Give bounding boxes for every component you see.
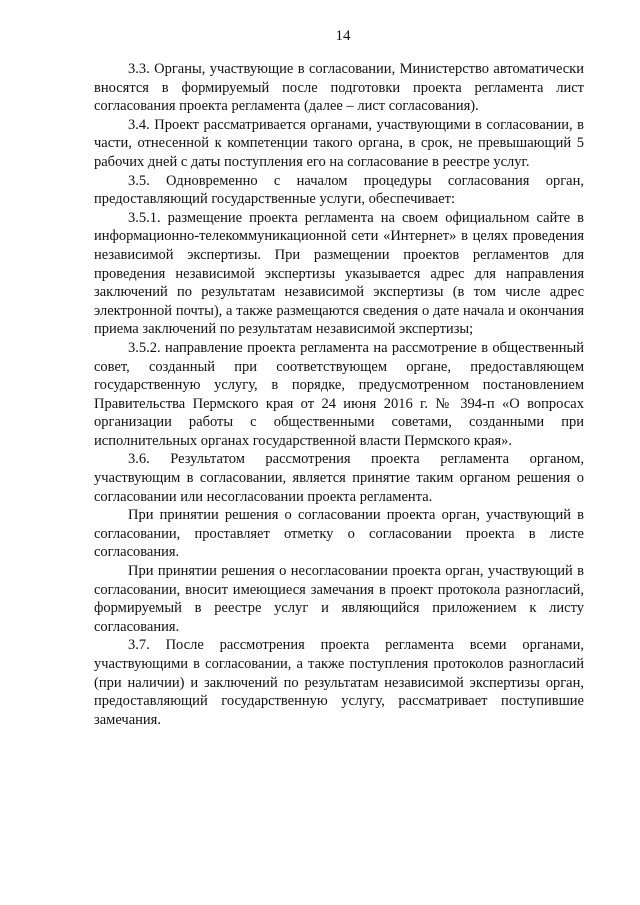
document-body — [94, 60, 584, 729]
paragraph-3-3: 3.3. Органы, участвующие в согласовании, Министерство автоматически вносятся в формируемый после подготовки проекта регламента лист согласования проекта регламента (далее – лист согласования). — [94, 61, 584, 115]
paragraph-disapproval: При принятии решения о несогласовании проекта орган, участвующий в согласовании, вносит имеющиеся замечания в проект протокола разногласий, формируемый в реестре услуг и являющийся приложением к листу согласования. — [94, 563, 584, 635]
page-number: 14 — [335, 28, 351, 44]
paragraph-3-4: 3.4. Проект рассматривается органами, участвующими в согласовании, в части, отнесенной к компетенции такого органа, в срок, не превышающий 5 рабочих дней с даты поступления его на согласование в реестре услуг. — [94, 116, 584, 170]
paragraph-3-5-1: 3.5.1. размещение проекта регламента на своем официальном сайте в информационно-телекоммуникационной сети «Интернет» в целях проведения независимой экспертизы. При размещении проектов регламентов для проведения независимой экспертизы указывается адрес для направления заключений по результатам независимой экспертизы (в том числе адрес электронной почты), а также размещаются сведения о дате начала и окончания приема заключений по результатам независимой экспертизы; — [94, 209, 584, 338]
paragraph-3-5-2: 3.5.2. направление проекта регламента на рассмотрение в общественный совет, созданный при соответствующем органе, предоставляющем государственную услугу, в порядке, предусмотренном постановлением Правительства Пермского края от 24 июня 2016 г. № 394-п «О вопросах организации работы с общественными советами, созданными при исполнительных органах государственной власти Пермского края». — [94, 339, 584, 449]
paragraph-approval: При принятии решения о согласовании проекта орган, участвующий в согласовании, проставляет отметку о согласовании проекта в листе согласования. — [94, 507, 584, 561]
paragraph-3-5: 3.5. Одновременно с началом процедуры согласования орган, предоставляющий государственные услуги, обеспечивает: — [94, 172, 584, 208]
paragraph-3-7: 3.7. После рассмотрения проекта регламента всеми органами, участвующими в согласовании, а также поступления протоколов разногласий (при наличии) и заключений по результатам независимой экспертизы орган, предоставляющий государственную услугу, рассматривает поступившие замечания. — [94, 637, 584, 728]
paragraph-3-6: 3.6. Результатом рассмотрения проекта регламента органом, участвующим в согласовании, является принятие таким органом решения о согласовании или несогласовании проекта регламента. — [94, 451, 584, 505]
